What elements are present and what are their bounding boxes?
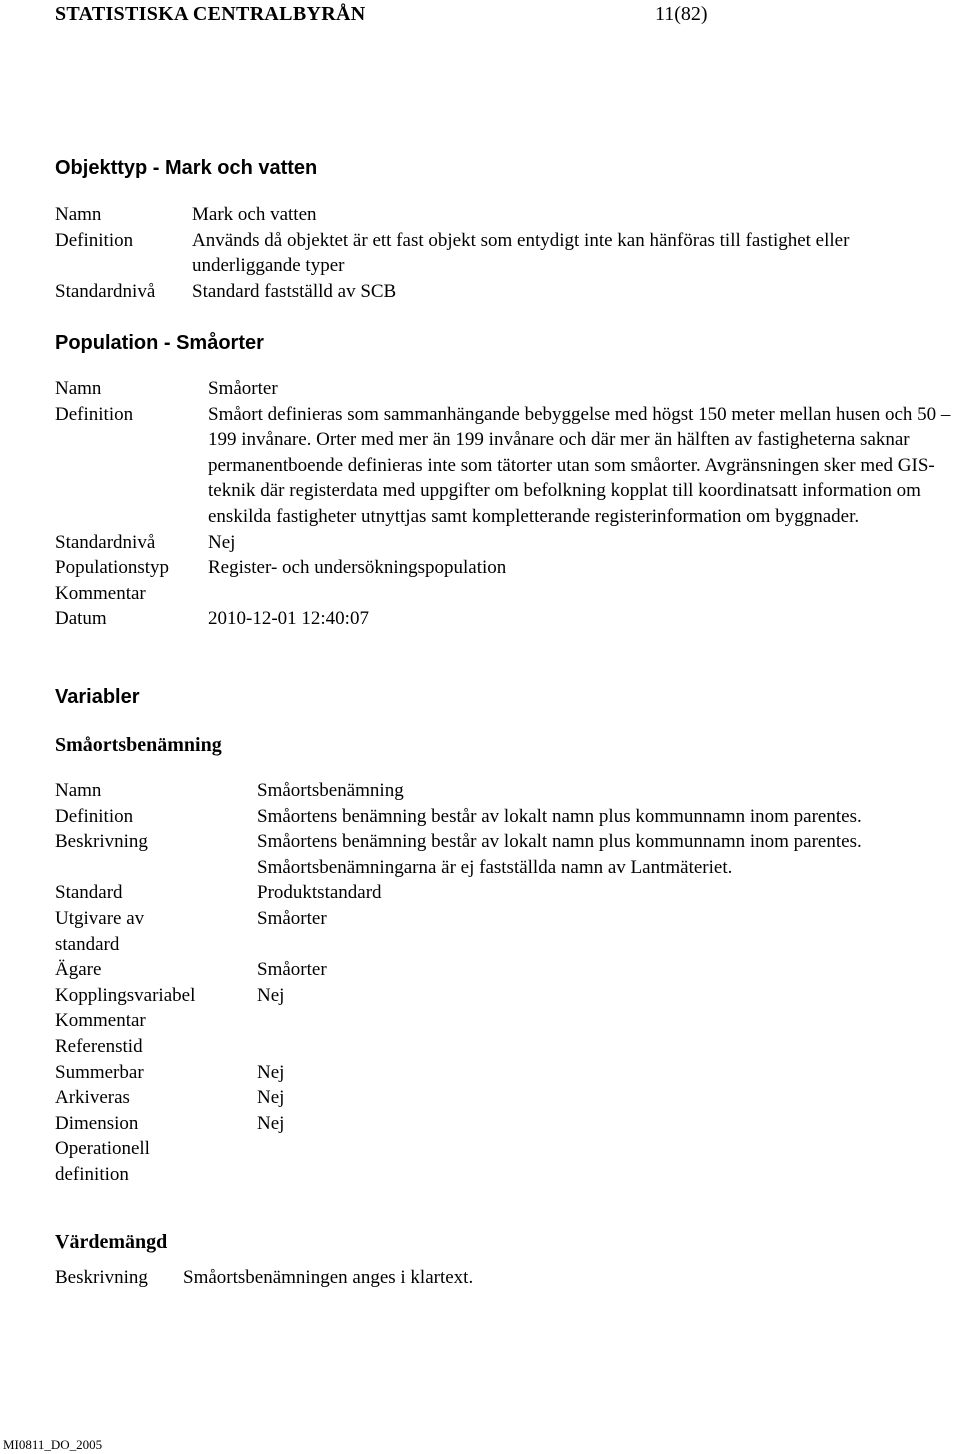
field-value: 2010-12-01 12:40:07 [208,608,369,630]
field-label: Beskrivning [55,831,148,853]
field-value: Nej [208,531,236,553]
field-label: Definition [55,805,134,827]
variable-row-summerbar [55,1060,915,1086]
variable-row-beskrivning [55,829,915,880]
field-label: Namn [55,378,102,399]
field-label: Summerbar [55,1061,144,1083]
variable-row-kommentar [55,1008,915,1034]
objekttyp-row-namn [55,202,915,228]
field-value: Småortens benämning består av lokalt namn plus kommunnamn inom parentes. [257,805,862,827]
field-label: Referenstid [55,1035,143,1057]
variable-row-standard [55,880,915,906]
field-label: Ägare [55,959,102,981]
field-label: Namn [55,780,102,801]
field-value: Småortens benämning består av lokalt namn plus kommunnamn inom parentes. Småortsbenämningarna är ej fastställda namn av Lantmäteriet. [257,831,862,878]
field-label: Standardnivå [55,280,156,302]
field-label: Datum [55,608,107,630]
variable-row-utgivare [55,906,915,957]
field-label: Standard [55,882,123,904]
field-value: Småorter [257,959,327,981]
objekttyp-section [55,155,915,304]
field-value: Småortsbenämning [257,780,404,801]
population-heading: Population - Småorter [55,332,264,354]
objekttyp-row-standardniva [55,279,915,305]
variable-row-definition [55,804,915,830]
vardemangd-heading: Värdemängd [55,1231,168,1253]
population-row-definition [55,402,960,530]
variable-table [55,778,915,1188]
objekttyp-row-definition [55,228,915,279]
variable-row-operationell [55,1136,915,1187]
field-value: Nej [257,1087,285,1109]
vardemangd-table [55,1265,915,1291]
field-value: Används då objektet är ett fast objekt som entydigt inte kan hänföras till fastighet eller underliggande typer [192,229,850,277]
population-row-datum [55,606,960,632]
variabler-section [55,684,915,1188]
vardemangd-section [55,1229,915,1291]
variable-row-arkiveras [55,1085,915,1111]
vardemangd-row-beskrivning [55,1265,915,1291]
variable-row-agare [55,957,915,983]
variable-name-heading: Småortsbenämning [55,734,222,756]
field-label: Populationstyp [55,557,170,579]
field-label: Kopplingsvariabel [55,984,196,1006]
variable-row-namn [55,778,915,804]
field-label: Utgivare av standard [55,907,145,955]
field-label: Operationell definition [55,1138,150,1185]
population-row-standardniva [55,530,960,556]
field-label: Beskrivning [55,1267,148,1288]
field-label-wrapper [55,906,257,957]
field-value: Småorter [208,378,278,399]
field-value: Småorter [257,907,327,929]
field-value: Nej [257,1061,285,1083]
field-label: Standardnivå [55,531,156,553]
field-value: Nej [257,984,285,1006]
organization-name: STATISTISKA CENTRALBYRÅN [55,3,366,25]
field-value: Mark och vatten [192,204,317,225]
population-row-namn [55,376,960,402]
page-number: 11(82) [655,3,708,25]
field-label-wrapper [55,1136,257,1187]
population-section [55,330,960,632]
field-label: Kommentar [55,582,146,604]
variabler-heading: Variabler [55,686,140,708]
field-value: Nej [257,1112,285,1134]
field-value: Standard fastställd av SCB [192,280,397,302]
field-value: Småortsbenämningen anges i klartext. [183,1267,474,1288]
variable-row-dimension [55,1111,915,1137]
population-row-populationstyp [55,555,960,581]
field-label: Namn [55,204,102,225]
field-label: Definition [55,403,134,425]
population-row-kommentar [55,581,960,607]
field-label: Kommentar [55,1010,146,1032]
objekttyp-heading: Objekttyp - Mark och vatten [55,157,318,179]
field-value: Register- och undersökningspopulation [208,557,507,579]
document-code: MI0811_DO_2005 [3,1437,103,1452]
objekttyp-table [55,202,915,304]
field-label: Arkiveras [55,1087,130,1109]
field-label: Dimension [55,1112,139,1134]
variable-row-referenstid [55,1034,915,1060]
variable-row-kopplingsvariabel [55,983,915,1009]
field-label: Definition [55,229,134,251]
field-value: Småort definieras som sammanhängande bebyggelse med högst 150 meter mellan husen och 50 – 199 invånare. Orter med mer än 199 invånare och där mer än hälften av fastigheterna saknar permanentboende definieras inte som tätorter utan som småorter. Avgränsningen sker med GIS-teknik där registerdata med uppgifter om befolkning kopplat till koordinatsatt information om enskilda fastigheter utnyttjas samt kompletterande registerinformation om byggnader. [208,403,951,527]
page-header [55,2,895,28]
field-value: Produktstandard [257,882,382,904]
population-table [55,376,960,632]
